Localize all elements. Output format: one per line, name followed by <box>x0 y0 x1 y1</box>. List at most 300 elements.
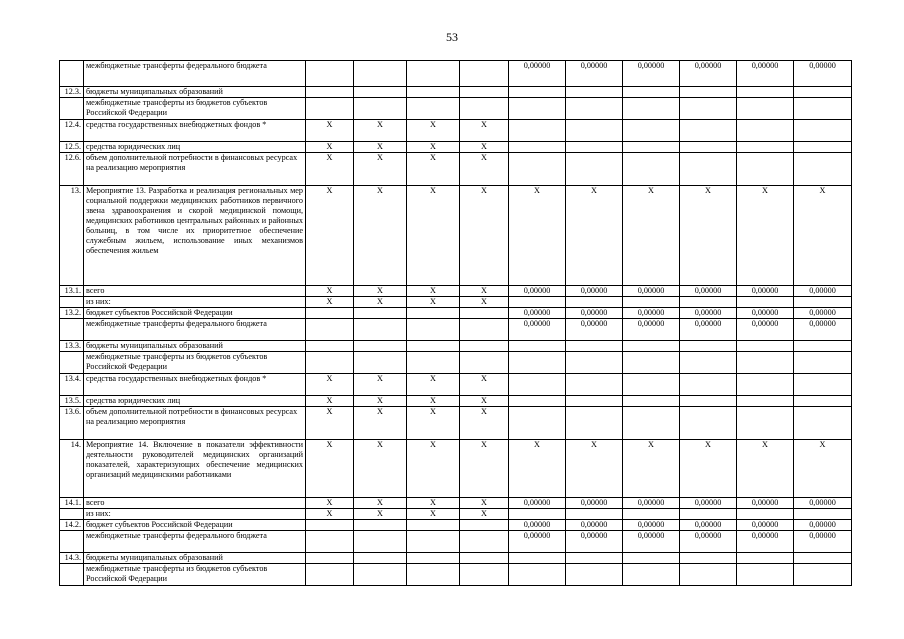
marker-cell <box>354 553 407 564</box>
value-cell <box>566 509 623 520</box>
row-code: 13.5. <box>60 396 84 407</box>
table-body <box>60 61 852 586</box>
marker-cell: X <box>306 153 354 186</box>
value-cell <box>566 142 623 153</box>
value-cell <box>794 352 852 374</box>
value-cell <box>623 297 680 308</box>
marker-cell: X <box>354 498 407 509</box>
value-cell <box>623 120 680 142</box>
marker-cell <box>460 352 509 374</box>
value-cell <box>680 564 737 586</box>
value-cell: X <box>680 186 737 286</box>
marker-cell <box>460 553 509 564</box>
value-cell <box>794 120 852 142</box>
value-cell <box>509 396 566 407</box>
marker-cell: X <box>407 407 460 440</box>
row-description: средства юридических лиц <box>84 396 306 407</box>
value-cell <box>509 407 566 440</box>
row-description: Мероприятие 13. Разработка и реализация региональных мер социальной поддержки медицинских работников первичного звена здравоохранения и скорой медицинской помощи, медицинских работников центральных районных и районных больниц, в том числе их приоритетное обеспечение служебным жильем, использование иных механизмов обеспечения жильем <box>84 186 306 286</box>
value-cell <box>794 98 852 120</box>
marker-cell <box>407 553 460 564</box>
value-cell <box>509 553 566 564</box>
value-cell <box>680 407 737 440</box>
table-row <box>60 297 852 308</box>
marker-cell <box>354 319 407 341</box>
row-description: объем дополнительной потребности в финансовых ресурсах на реализацию мероприятия <box>84 153 306 186</box>
row-description: бюджет субъектов Российской Федерации <box>84 308 306 319</box>
marker-cell: X <box>354 374 407 396</box>
marker-cell: X <box>407 509 460 520</box>
row-description: средства государственных внебюджетных фондов * <box>84 374 306 396</box>
marker-cell <box>306 98 354 120</box>
value-cell <box>737 564 794 586</box>
marker-cell <box>306 319 354 341</box>
value-cell: 0,00000 <box>737 319 794 341</box>
value-cell <box>680 120 737 142</box>
table-row <box>60 553 852 564</box>
page-number: 53 <box>446 30 458 44</box>
row-description: средства юридических лиц <box>84 142 306 153</box>
value-cell <box>680 341 737 352</box>
row-description: объем дополнительной потребности в финансовых ресурсах на реализацию мероприятия <box>84 407 306 440</box>
value-cell <box>623 374 680 396</box>
row-code: 12.6. <box>60 153 84 186</box>
marker-cell <box>306 531 354 553</box>
marker-cell: X <box>354 396 407 407</box>
value-cell <box>623 153 680 186</box>
value-cell <box>566 396 623 407</box>
value-cell: 0,00000 <box>623 520 680 531</box>
marker-cell: X <box>460 396 509 407</box>
marker-cell <box>354 520 407 531</box>
value-cell <box>737 297 794 308</box>
value-cell <box>737 153 794 186</box>
value-cell <box>794 509 852 520</box>
value-cell <box>509 297 566 308</box>
marker-cell: X <box>306 120 354 142</box>
value-cell <box>623 407 680 440</box>
value-cell: 0,00000 <box>794 61 852 87</box>
marker-cell <box>306 564 354 586</box>
marker-cell <box>407 341 460 352</box>
row-code <box>60 61 84 87</box>
value-cell <box>680 553 737 564</box>
value-cell: 0,00000 <box>509 61 566 87</box>
value-cell <box>566 341 623 352</box>
row-code <box>60 319 84 341</box>
marker-cell <box>407 308 460 319</box>
value-cell <box>509 352 566 374</box>
value-cell: 0,00000 <box>566 286 623 297</box>
value-cell <box>680 142 737 153</box>
value-cell <box>623 396 680 407</box>
value-cell <box>623 98 680 120</box>
value-cell: X <box>794 186 852 286</box>
value-cell: 0,00000 <box>623 319 680 341</box>
marker-cell: X <box>306 186 354 286</box>
value-cell <box>566 87 623 98</box>
row-description: межбюджетные трансферты из бюджетов субъектов Российской Федерации <box>84 564 306 586</box>
value-cell <box>737 396 794 407</box>
row-description: из них: <box>84 509 306 520</box>
marker-cell <box>354 564 407 586</box>
table-row <box>60 374 852 396</box>
value-cell <box>794 142 852 153</box>
value-cell: X <box>509 440 566 498</box>
row-code: 13.2. <box>60 308 84 319</box>
value-cell <box>680 352 737 374</box>
value-cell <box>680 509 737 520</box>
marker-cell <box>460 87 509 98</box>
table-row <box>60 120 852 142</box>
marker-cell: X <box>407 396 460 407</box>
value-cell: 0,00000 <box>623 531 680 553</box>
marker-cell <box>407 319 460 341</box>
value-cell <box>737 87 794 98</box>
row-description: межбюджетные трансферты федерального бюджета <box>84 531 306 553</box>
row-description: межбюджетные трансферты из бюджетов субъектов Российской Федерации <box>84 98 306 120</box>
value-cell <box>566 553 623 564</box>
row-description: бюджеты муниципальных образований <box>84 341 306 352</box>
row-code <box>60 352 84 374</box>
table-row <box>60 520 852 531</box>
row-code: 13.1. <box>60 286 84 297</box>
marker-cell <box>407 531 460 553</box>
value-cell: 0,00000 <box>623 498 680 509</box>
marker-cell: X <box>407 142 460 153</box>
value-cell <box>737 352 794 374</box>
value-cell: 0,00000 <box>794 531 852 553</box>
budget-table <box>59 60 852 586</box>
row-code: 13. <box>60 186 84 286</box>
marker-cell: X <box>306 396 354 407</box>
row-code: 12.5. <box>60 142 84 153</box>
value-cell: 0,00000 <box>737 61 794 87</box>
marker-cell: X <box>306 407 354 440</box>
marker-cell: X <box>354 440 407 498</box>
row-description: межбюджетные трансферты федерального бюджета <box>84 319 306 341</box>
value-cell: 0,00000 <box>623 308 680 319</box>
value-cell <box>794 153 852 186</box>
row-code <box>60 531 84 553</box>
value-cell <box>737 553 794 564</box>
marker-cell <box>460 520 509 531</box>
table-row <box>60 396 852 407</box>
row-description: межбюджетные трансферты федерального бюджета <box>84 61 306 87</box>
marker-cell: X <box>306 286 354 297</box>
marker-cell: X <box>407 153 460 186</box>
row-code: 13.6. <box>60 407 84 440</box>
marker-cell <box>306 520 354 531</box>
marker-cell <box>354 61 407 87</box>
marker-cell <box>407 61 460 87</box>
marker-cell <box>306 308 354 319</box>
value-cell: 0,00000 <box>566 308 623 319</box>
marker-cell <box>306 553 354 564</box>
marker-cell: X <box>354 286 407 297</box>
row-code: 14.3. <box>60 553 84 564</box>
value-cell <box>794 553 852 564</box>
marker-cell: X <box>460 407 509 440</box>
marker-cell <box>354 341 407 352</box>
value-cell: 0,00000 <box>794 286 852 297</box>
marker-cell <box>407 352 460 374</box>
value-cell <box>566 297 623 308</box>
value-cell: 0,00000 <box>566 61 623 87</box>
value-cell <box>623 87 680 98</box>
marker-cell: X <box>460 297 509 308</box>
row-code: 14.1. <box>60 498 84 509</box>
table-row <box>60 407 852 440</box>
value-cell: 0,00000 <box>566 498 623 509</box>
table-row <box>60 564 852 586</box>
value-cell <box>509 142 566 153</box>
marker-cell <box>407 87 460 98</box>
row-code <box>60 98 84 120</box>
value-cell <box>794 396 852 407</box>
value-cell <box>566 352 623 374</box>
marker-cell: X <box>407 374 460 396</box>
value-cell: 0,00000 <box>509 531 566 553</box>
table-row <box>60 498 852 509</box>
value-cell: 0,00000 <box>566 319 623 341</box>
value-cell: 0,00000 <box>680 308 737 319</box>
table-row <box>60 153 852 186</box>
marker-cell <box>460 319 509 341</box>
value-cell: 0,00000 <box>737 531 794 553</box>
marker-cell <box>460 531 509 553</box>
value-cell <box>509 564 566 586</box>
row-code <box>60 297 84 308</box>
marker-cell: X <box>407 120 460 142</box>
row-code <box>60 509 84 520</box>
value-cell <box>680 98 737 120</box>
marker-cell: X <box>460 498 509 509</box>
value-cell <box>566 374 623 396</box>
marker-cell: X <box>407 186 460 286</box>
value-cell: X <box>623 186 680 286</box>
value-cell <box>737 374 794 396</box>
table-row <box>60 286 852 297</box>
value-cell <box>737 407 794 440</box>
value-cell: 0,00000 <box>509 498 566 509</box>
table-row <box>60 509 852 520</box>
value-cell <box>794 374 852 396</box>
marker-cell: X <box>354 120 407 142</box>
table-row <box>60 186 852 286</box>
value-cell: 0,00000 <box>509 308 566 319</box>
value-cell: 0,00000 <box>794 498 852 509</box>
value-cell: 0,00000 <box>737 308 794 319</box>
marker-cell: X <box>407 498 460 509</box>
row-code: 13.4. <box>60 374 84 396</box>
marker-cell <box>460 341 509 352</box>
value-cell <box>680 87 737 98</box>
table-row <box>60 352 852 374</box>
value-cell: X <box>566 186 623 286</box>
marker-cell: X <box>306 142 354 153</box>
value-cell <box>509 153 566 186</box>
value-cell: X <box>737 186 794 286</box>
row-description: бюджеты муниципальных образований <box>84 553 306 564</box>
marker-cell: X <box>354 142 407 153</box>
marker-cell <box>460 98 509 120</box>
table-row <box>60 319 852 341</box>
marker-cell <box>407 98 460 120</box>
value-cell <box>566 98 623 120</box>
value-cell <box>794 564 852 586</box>
value-cell: 0,00000 <box>737 286 794 297</box>
value-cell <box>737 341 794 352</box>
marker-cell: X <box>460 374 509 396</box>
marker-cell <box>460 308 509 319</box>
marker-cell <box>460 564 509 586</box>
value-cell: 0,00000 <box>680 531 737 553</box>
value-cell: 0,00000 <box>623 286 680 297</box>
value-cell <box>623 564 680 586</box>
marker-cell <box>306 87 354 98</box>
table-row <box>60 142 852 153</box>
marker-cell: X <box>306 498 354 509</box>
marker-cell <box>460 61 509 87</box>
table-row <box>60 308 852 319</box>
marker-cell: X <box>460 153 509 186</box>
value-cell <box>737 98 794 120</box>
marker-cell: X <box>460 186 509 286</box>
table-row <box>60 87 852 98</box>
value-cell: 0,00000 <box>737 520 794 531</box>
marker-cell <box>354 87 407 98</box>
value-cell <box>623 341 680 352</box>
value-cell: 0,00000 <box>509 286 566 297</box>
marker-cell <box>407 564 460 586</box>
marker-cell <box>354 352 407 374</box>
marker-cell <box>354 531 407 553</box>
value-cell <box>680 153 737 186</box>
row-description: бюджеты муниципальных образований <box>84 87 306 98</box>
row-description: всего <box>84 498 306 509</box>
row-description: бюджет субъектов Российской Федерации <box>84 520 306 531</box>
marker-cell: X <box>354 509 407 520</box>
marker-cell <box>306 341 354 352</box>
table-row <box>60 440 852 498</box>
marker-cell: X <box>354 297 407 308</box>
row-description: всего <box>84 286 306 297</box>
value-cell <box>794 87 852 98</box>
value-cell: X <box>509 186 566 286</box>
row-code: 14.2. <box>60 520 84 531</box>
value-cell <box>509 341 566 352</box>
marker-cell: X <box>460 440 509 498</box>
value-cell <box>509 509 566 520</box>
value-cell <box>737 509 794 520</box>
value-cell <box>680 297 737 308</box>
marker-cell: X <box>306 509 354 520</box>
table-row <box>60 98 852 120</box>
value-cell <box>566 564 623 586</box>
marker-cell: X <box>460 142 509 153</box>
marker-cell: X <box>407 440 460 498</box>
row-code: 14. <box>60 440 84 498</box>
value-cell <box>680 374 737 396</box>
value-cell: X <box>566 440 623 498</box>
value-cell: 0,00000 <box>566 531 623 553</box>
value-cell: X <box>794 440 852 498</box>
marker-cell: X <box>306 440 354 498</box>
value-cell <box>794 297 852 308</box>
value-cell <box>623 509 680 520</box>
value-cell: 0,00000 <box>623 61 680 87</box>
marker-cell: X <box>407 286 460 297</box>
value-cell: 0,00000 <box>566 520 623 531</box>
value-cell <box>623 142 680 153</box>
table-row <box>60 341 852 352</box>
row-code: 12.3. <box>60 87 84 98</box>
marker-cell <box>306 352 354 374</box>
row-description: из них: <box>84 297 306 308</box>
value-cell <box>509 98 566 120</box>
value-cell: 0,00000 <box>509 520 566 531</box>
value-cell <box>509 87 566 98</box>
value-cell <box>509 120 566 142</box>
value-cell <box>623 352 680 374</box>
value-cell: 0,00000 <box>680 520 737 531</box>
table-row <box>60 61 852 87</box>
row-description: межбюджетные трансферты из бюджетов субъектов Российской Федерации <box>84 352 306 374</box>
row-description: средства государственных внебюджетных фондов * <box>84 120 306 142</box>
marker-cell <box>407 520 460 531</box>
marker-cell: X <box>354 186 407 286</box>
value-cell: 0,00000 <box>680 61 737 87</box>
marker-cell: X <box>354 153 407 186</box>
value-cell: 0,00000 <box>509 319 566 341</box>
value-cell <box>794 407 852 440</box>
row-code: 13.3. <box>60 341 84 352</box>
value-cell: 0,00000 <box>794 520 852 531</box>
row-code <box>60 564 84 586</box>
marker-cell <box>354 308 407 319</box>
marker-cell <box>306 61 354 87</box>
value-cell: 0,00000 <box>680 286 737 297</box>
marker-cell: X <box>354 407 407 440</box>
value-cell <box>566 407 623 440</box>
row-description: Мероприятие 14. Включение в показатели эффективности деятельности руководителей медицинских организаций показателей, характеризующих обеспечение медицинских организаций медицинскими работниками <box>84 440 306 498</box>
value-cell <box>680 396 737 407</box>
value-cell: 0,00000 <box>794 319 852 341</box>
value-cell <box>623 553 680 564</box>
value-cell: 0,00000 <box>680 498 737 509</box>
value-cell <box>509 374 566 396</box>
marker-cell: X <box>407 297 460 308</box>
value-cell <box>737 120 794 142</box>
marker-cell: X <box>306 297 354 308</box>
value-cell: 0,00000 <box>737 498 794 509</box>
marker-cell: X <box>460 509 509 520</box>
value-cell <box>794 341 852 352</box>
value-cell <box>566 120 623 142</box>
value-cell: X <box>680 440 737 498</box>
value-cell <box>566 153 623 186</box>
marker-cell: X <box>460 286 509 297</box>
value-cell: X <box>623 440 680 498</box>
value-cell <box>737 142 794 153</box>
value-cell: 0,00000 <box>680 319 737 341</box>
table-row <box>60 531 852 553</box>
row-code: 12.4. <box>60 120 84 142</box>
value-cell: X <box>737 440 794 498</box>
marker-cell: X <box>460 120 509 142</box>
marker-cell: X <box>306 374 354 396</box>
